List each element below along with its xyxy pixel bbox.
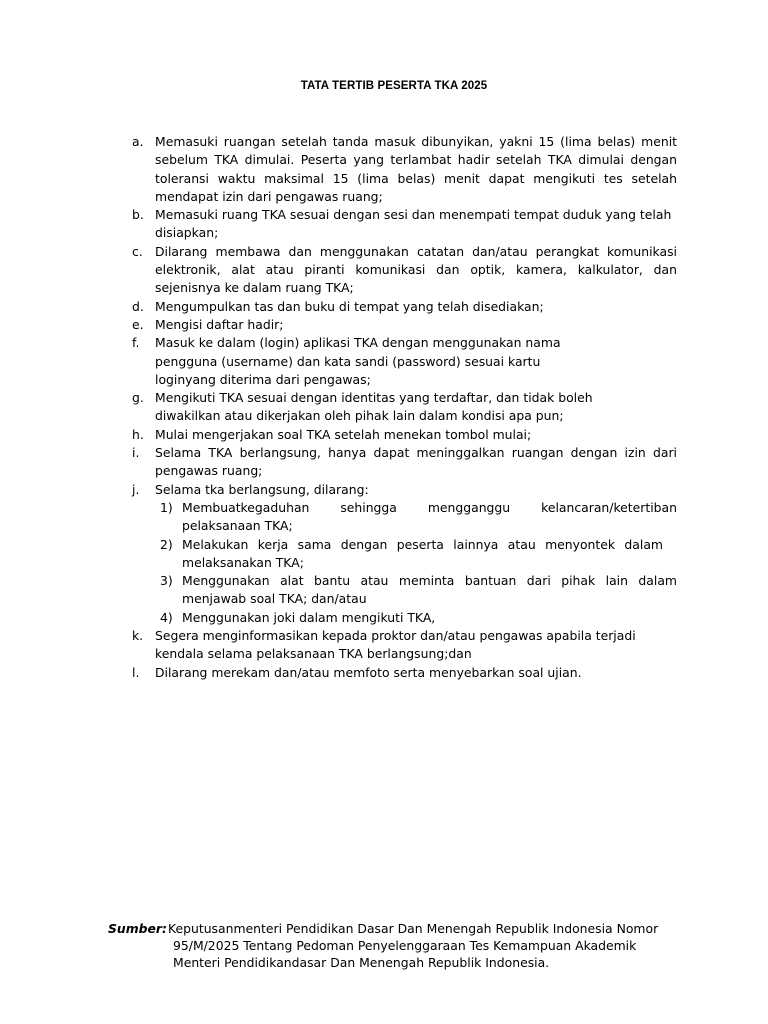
rule-marker: f. [132,335,140,351]
document-title: TATA TERTIB PESERTA TKA 2025 [300,80,488,92]
rule-text: Dilarang merekam dan/atau memfoto serta menyebarkan soal ujian. [155,664,582,680]
rule-marker: k. [132,628,144,644]
sub-rule-item-2 [155,536,677,573]
rule-item-j [132,481,677,627]
rule-text: Memasuki ruang TKA sesuai dengan sesi dan menempati tempat duduk yang telah disiapkan; [155,207,672,241]
rule-item-e [132,316,677,334]
rule-marker: g. [132,390,144,406]
rule-marker: d. [132,298,144,314]
rule-text: Mengisi daftar hadir; [155,316,284,332]
rule-text: Selama tka berlangsung, dilarang: [155,481,369,497]
sub-rule-marker: 1) [160,499,173,515]
rule-item-g [132,389,677,426]
rule-marker: i. [132,445,140,461]
sub-rule-marker: 4) [160,609,173,625]
rule-item-h [132,426,677,444]
rule-item-a [132,133,677,206]
rule-marker: e. [132,316,144,332]
rule-text: Segera menginformasikan kepada proktor dan/atau pengawas apabila terjadi kendala selama pelaksanaan TKA berlangsung;dan [155,628,636,662]
rule-text: Mengumpulkan tas dan buku di tempat yang telah disediakan; [155,298,544,314]
rule-marker: a. [132,134,144,149]
sub-rule-text: Menggunakan joki dalam mengikuti TKA, [182,609,436,625]
sub-rule-item-3 [155,572,677,609]
source-line: Menteri Pendidikandasar Dan Menengah Republik Indonesia. [173,955,550,970]
rule-item-f [132,334,677,389]
sub-rule-text: Menggunakan alat bantu atau meminta bantuan dari pihak lain dalam menjawab soal TKA; dan/atau [182,573,677,607]
rule-marker: l. [132,664,140,680]
rule-text: Mengikuti TKA sesuai dengan identitas yang terdaftar, dan tidak boleh diwakilkan atau dikerjakan oleh pihak lain dalam kondisi apa pun; [155,390,593,424]
source-citation [108,920,678,971]
sub-rule-marker: 2) [160,536,173,552]
rule-marker: j. [132,481,140,497]
rule-marker: b. [132,207,144,223]
rule-marker: c. [132,243,143,259]
sub-rule-text: Membuatkegaduhan sehingga mengganggu kelancaran/ketertiban pelaksanaan TKA; [182,499,677,534]
sub-rule-text: Melakukan kerja sama dengan peserta lainnya atau menyontek dalam melaksanakan TKA; [182,536,663,570]
rule-text: Memasuki ruangan setelah tanda masuk dibunyikan, yakni 15 (lima belas) menit sebelum TKA dimulai. Peserta yang terlambat hadir setelah TKA dimulai dengan toleransi waktu maksimal 15 (lima belas) menit dapat mengikuti tes setelah mendapat izin dari pengawas ruang; [155,134,677,204]
rule-item-l [132,664,677,682]
rule-text: Masuk ke dalam (login) aplikasi TKA dengan menggunakan nama pengguna (username) dan kata sandi (password) sesuai kartu loginyang diterima dari pengawas; [155,335,561,387]
source-label: Sumber: [108,921,167,936]
rule-text: Selama TKA berlangsung, hanya dapat meninggalkan ruangan dengan izin dari pengawas ruang; [155,445,677,479]
rule-marker: h. [132,426,144,442]
rule-text: Mulai mengerjakan soal TKA setelah menekan tombol mulai; [155,426,532,442]
source-line: Keputusanmenteri Pendidikan Dasar Dan Menengah Republik Indonesia Nomor [168,921,659,936]
sub-rule-item-4 [155,609,677,627]
rule-item-k [132,627,677,664]
rules-list [132,133,677,682]
sub-rule-item-1 [155,499,677,536]
rule-item-i [132,444,677,481]
sub-rule-marker: 3) [160,573,173,589]
sub-rules-list [155,499,677,627]
rule-item-d [132,298,677,316]
rule-text: Dilarang membawa dan menggunakan catatan dan/atau perangkat komunikasi elektronik, alat atau piranti komunikasi dan optik, kamera, kalkulator, dan sejenisnya ke dalam ruang TKA; [155,243,677,296]
source-line: 95/M/2025 Tentang Pedoman Penyelenggaraan Tes Kemampuan Akademik [173,938,637,953]
rule-item-c [132,243,677,298]
rule-item-b [132,206,677,243]
